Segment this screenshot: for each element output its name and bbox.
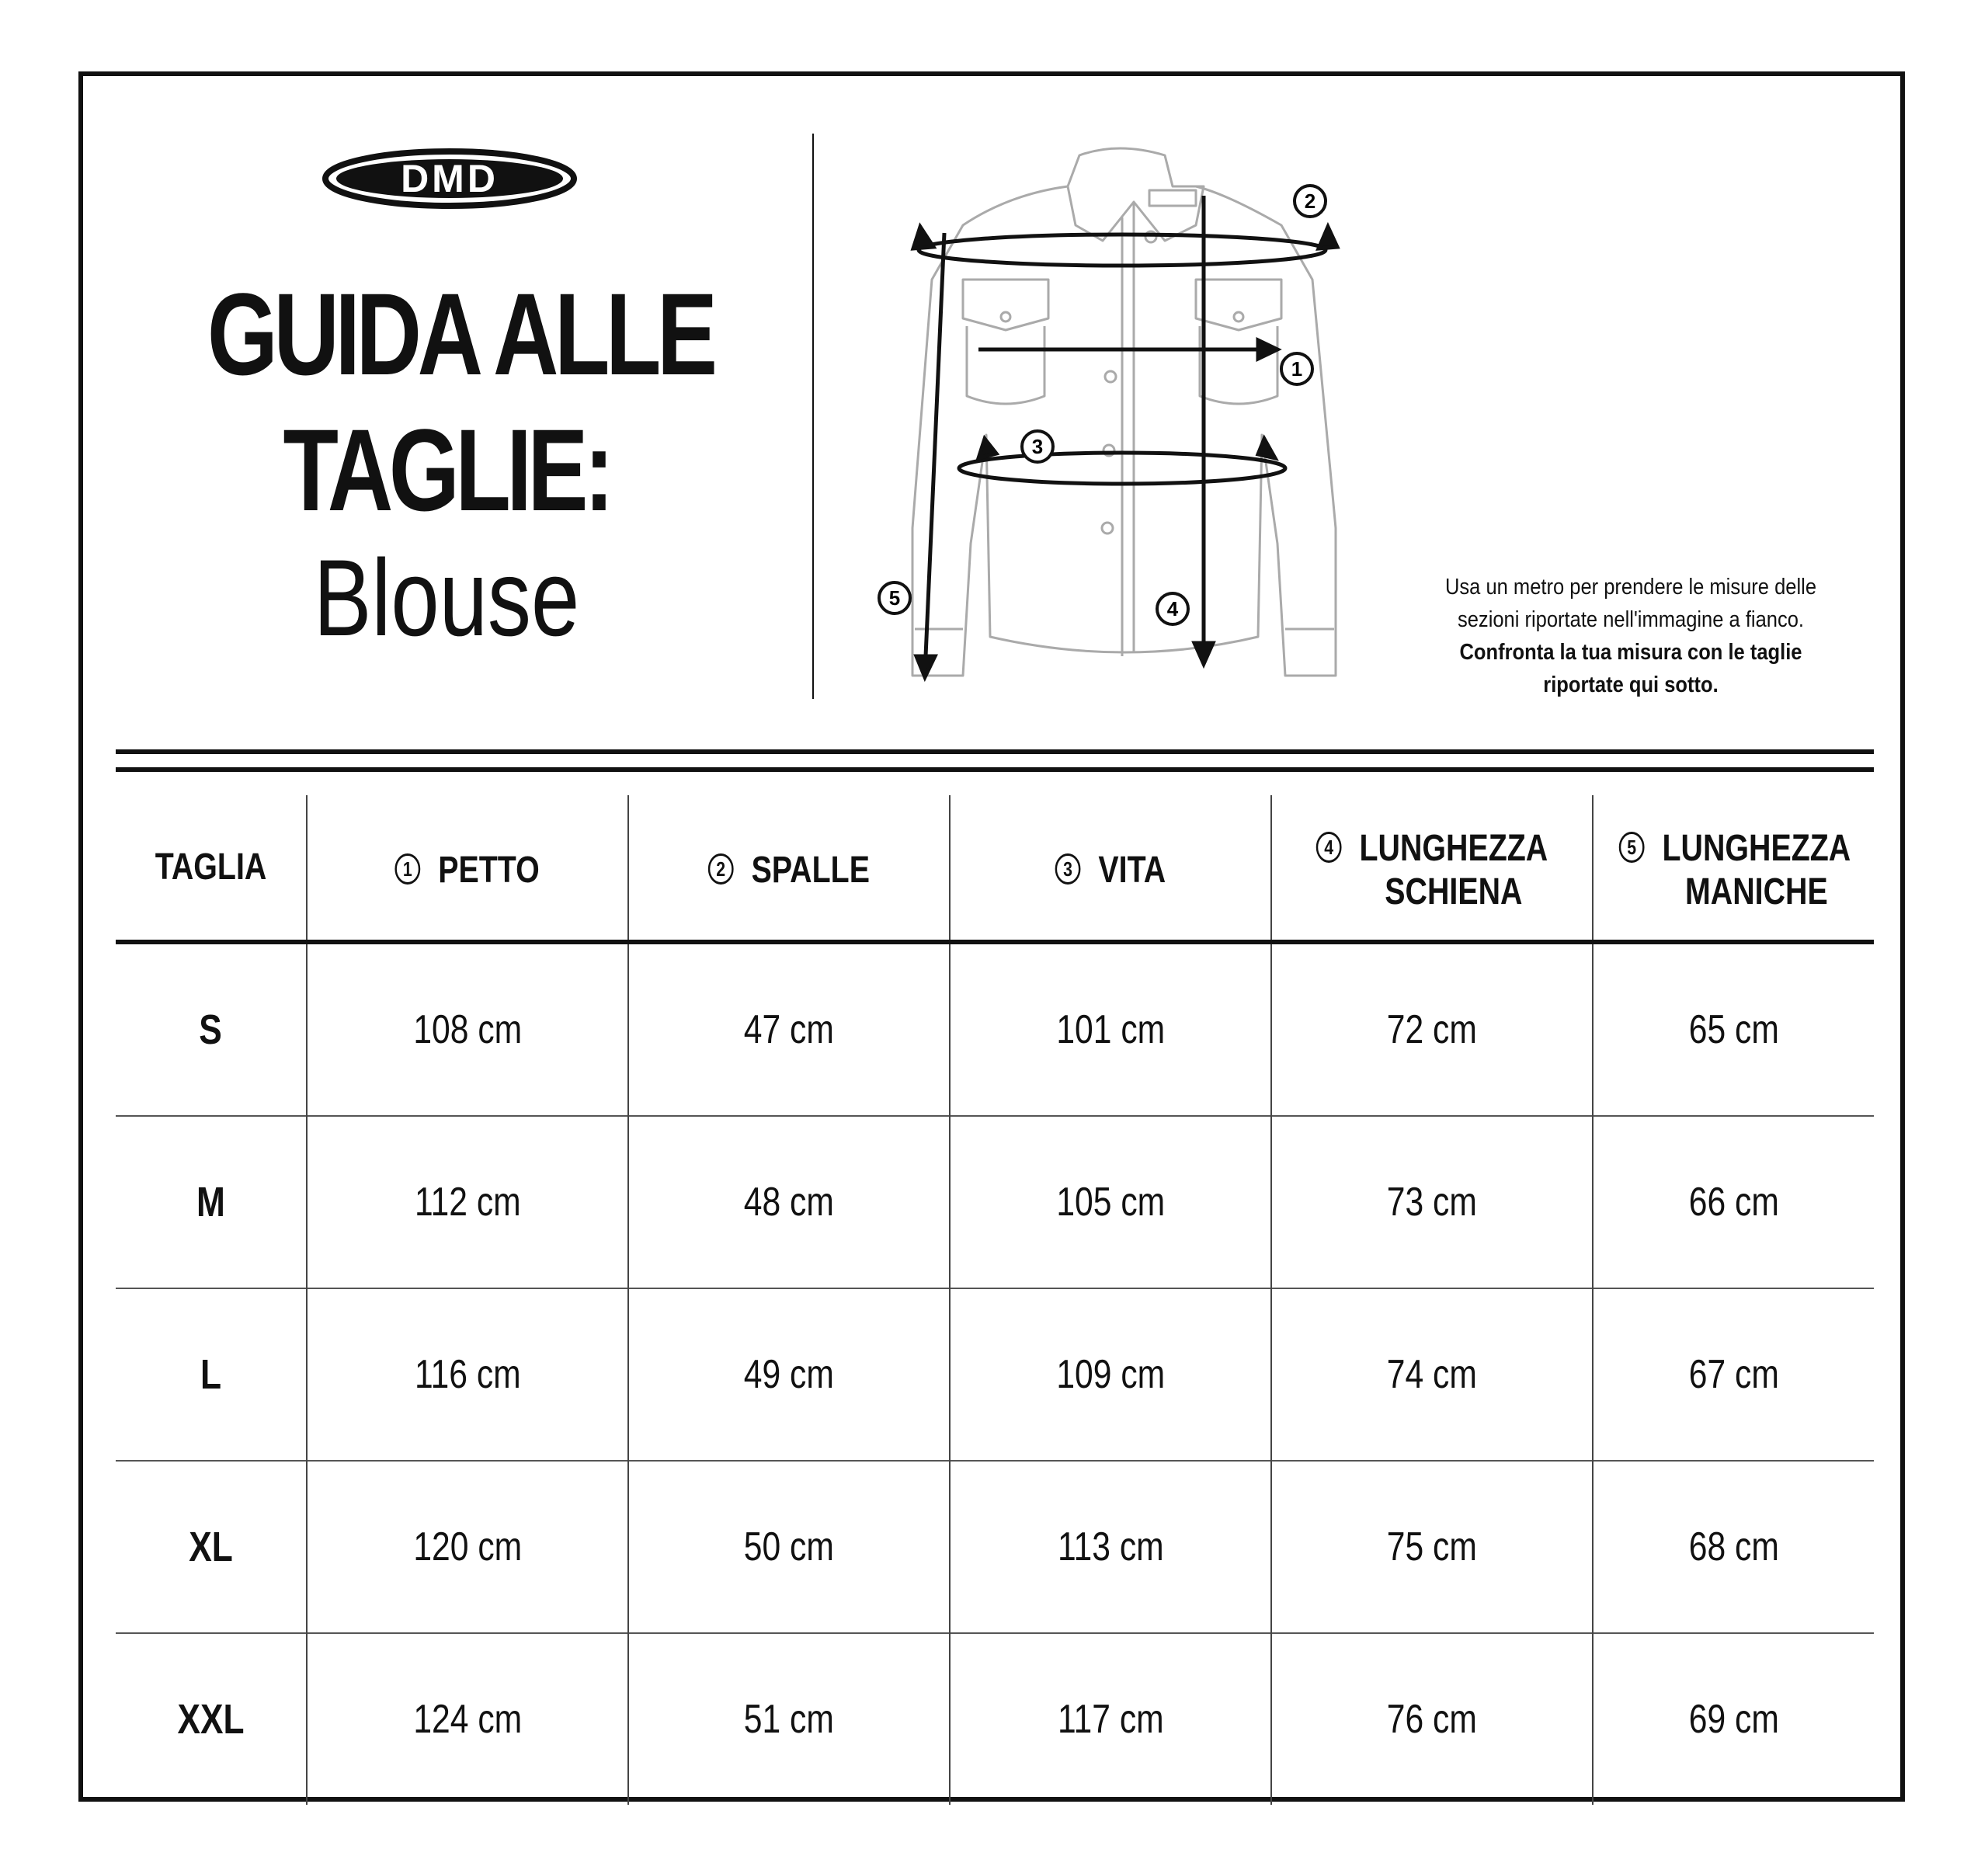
page-title-2 — [140, 405, 753, 535]
header-label-line-2: SCHIENA — [1385, 871, 1523, 912]
instructions-line-2: sezioni riportate nell'immagine a fianco. — [1457, 607, 1805, 632]
value-cell: 76 cm — [1271, 1633, 1593, 1805]
number-icon: 5 — [1619, 832, 1645, 863]
value-cell: 109 cm — [950, 1288, 1271, 1461]
title-line-2: TAGLIE: — [283, 405, 610, 535]
value-cell: 68 cm — [1593, 1461, 1874, 1633]
value-cell: 116 cm — [307, 1288, 628, 1461]
number-icon: 3 — [1055, 853, 1081, 885]
table-header-row — [116, 795, 1874, 942]
dmd-logo — [321, 148, 578, 210]
section-rule-bottom — [116, 767, 1874, 772]
value-cell: 124 cm — [307, 1633, 628, 1805]
value-cell: 50 cm — [628, 1461, 950, 1633]
value-cell: 105 cm — [950, 1116, 1271, 1288]
number-icon: 2 — [708, 853, 734, 885]
measurement-instructions — [1426, 571, 1836, 701]
number-icon: 1 — [395, 853, 421, 885]
header-spalle: 2 SPALLE — [628, 795, 950, 942]
table-row — [116, 1288, 1874, 1461]
value-cell: 49 cm — [628, 1288, 950, 1461]
value-cell: 108 cm — [307, 942, 628, 1116]
section-rule-top — [116, 749, 1874, 754]
marker-5 — [879, 582, 910, 613]
value-cell: 117 cm — [950, 1633, 1271, 1805]
value-cell: 75 cm — [1271, 1461, 1593, 1633]
header-taglia: TAGLIA — [155, 846, 267, 888]
table-row — [116, 1461, 1874, 1633]
svg-text:4: 4 — [1166, 597, 1179, 620]
svg-text:5: 5 — [888, 586, 901, 610]
marker-1 — [1281, 353, 1312, 384]
vertical-divider — [812, 134, 814, 699]
svg-text:3: 3 — [1031, 435, 1044, 458]
value-cell: 72 cm — [1271, 942, 1593, 1116]
value-cell: 112 cm — [307, 1116, 628, 1288]
value-cell: 51 cm — [628, 1633, 950, 1805]
header-label-line-1: LUNGHEZZA — [1359, 828, 1548, 869]
header-petto: 1 PETTO — [307, 795, 628, 942]
logo-text: DMD — [401, 157, 499, 200]
instructions-line-1: Usa un metro per prendere le misure delle — [1444, 575, 1817, 600]
page-subtitle: Blouse — [313, 537, 580, 659]
size-cell: XL — [116, 1461, 307, 1633]
value-cell: 67 cm — [1593, 1288, 1874, 1461]
instructions-line-4: riportate qui sotto. — [1543, 673, 1719, 697]
number-icon: 4 — [1316, 832, 1342, 863]
table-row — [116, 1633, 1874, 1805]
value-cell: 69 cm — [1593, 1633, 1874, 1805]
header-lunghezza-schiena — [1271, 795, 1593, 942]
marker-3 — [1022, 431, 1053, 462]
header-lunghezza-maniche — [1593, 795, 1874, 942]
blouse-illustration — [854, 140, 1351, 699]
measurement-arrows — [913, 196, 1337, 677]
svg-text:2: 2 — [1304, 189, 1316, 213]
size-table — [116, 795, 1874, 1805]
value-cell: 65 cm — [1593, 942, 1874, 1116]
value-cell: 101 cm — [950, 942, 1271, 1116]
marker-4 — [1157, 593, 1188, 624]
value-cell: 47 cm — [628, 942, 950, 1116]
value-cell: 120 cm — [307, 1461, 628, 1633]
svg-text:1: 1 — [1291, 357, 1303, 381]
page-subtitle-wrap — [140, 537, 753, 659]
value-cell: 113 cm — [950, 1461, 1271, 1633]
blouse-outline — [912, 148, 1336, 676]
value-cell: 48 cm — [628, 1116, 950, 1288]
value-cell: 66 cm — [1593, 1116, 1874, 1288]
table-row — [116, 942, 1874, 1116]
size-cell: M — [116, 1116, 307, 1288]
table-row — [116, 1116, 1874, 1288]
instructions-line-3: Confronta la tua misura con le taglie — [1459, 640, 1802, 665]
page-title — [140, 269, 753, 399]
marker-2 — [1295, 186, 1326, 217]
size-cell: L — [116, 1288, 307, 1461]
value-cell: 73 cm — [1271, 1116, 1593, 1288]
header-label-line-2: MANICHE — [1685, 871, 1828, 912]
size-cell: XXL — [116, 1633, 307, 1805]
header-label-line-1: LUNGHEZZA — [1662, 828, 1851, 869]
header-vita: 3 VITA — [950, 795, 1271, 942]
title-line-1: GUIDA ALLE — [207, 269, 714, 399]
size-cell: S — [199, 1006, 223, 1053]
value-cell: 74 cm — [1271, 1288, 1593, 1461]
